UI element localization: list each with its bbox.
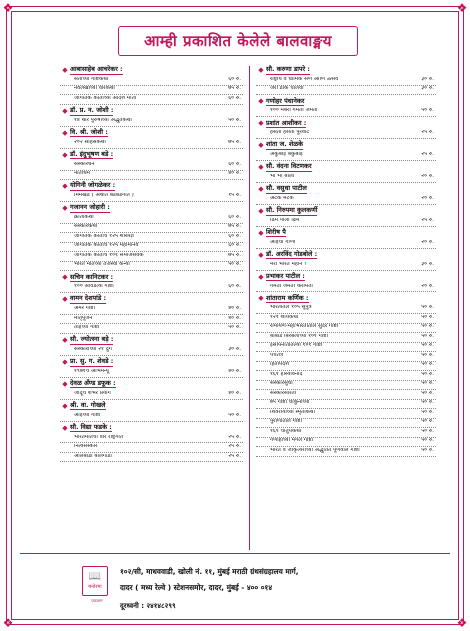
diamond-bullet-icon: ◆ — [258, 250, 264, 259]
book-price: ४० रु. — [228, 315, 241, 321]
author-heading — [256, 141, 436, 150]
corner-ornament-icon: ❖ — [2, 616, 14, 630]
diamond-bullet-icon: ◆ — [62, 295, 68, 304]
author-name: सौ. वसुधा पाटील — [266, 184, 307, 193]
book-price: ३० रु. — [228, 346, 241, 352]
book-price: ६० रु. — [228, 77, 241, 82]
author-section — [256, 294, 436, 456]
book-row — [60, 96, 243, 105]
book-row — [256, 284, 436, 293]
author-heading — [256, 229, 436, 238]
book-row — [256, 372, 436, 381]
author-heading — [256, 163, 436, 172]
book-row — [256, 343, 436, 352]
book-row — [60, 284, 243, 293]
author-section — [60, 402, 243, 422]
author-heading — [60, 380, 243, 389]
book-price: ५० रु. — [228, 262, 241, 268]
book-title: २०२ साहसकथा — [74, 139, 106, 145]
book-title: पंचतंत्र — [270, 352, 284, 358]
book-row — [60, 454, 243, 463]
book-title: संस्कारांच्या २१ दुर्ग — [74, 346, 112, 352]
author-heading — [60, 295, 243, 304]
author-section — [60, 66, 243, 105]
book-title: रामायण-महाभारतातील सुंदर गोष्टी — [270, 324, 339, 330]
book-price: २५ रु. — [421, 217, 434, 223]
book-title: गमती जमती करामती — [270, 283, 313, 289]
book-price: ६० रु. — [228, 214, 241, 220]
book-row — [256, 419, 436, 428]
author-heading — [60, 336, 243, 345]
book-row — [256, 86, 436, 95]
book-title: राष्ट्रीय व धार्मिक सण आणि उत्सव — [270, 77, 339, 82]
corner-ornament-icon: ❖ — [456, 616, 468, 630]
author-section — [256, 207, 436, 227]
book-price: ५० रु. — [421, 447, 434, 453]
book-title: १६१ चातुर्यकथा — [270, 428, 302, 434]
book-price: ५० रु. — [421, 333, 434, 339]
author-heading — [256, 66, 436, 75]
book-row — [60, 413, 243, 422]
book-price: ७५ रु. — [228, 139, 241, 145]
book-price: २५ रु. — [421, 130, 434, 136]
author-name: शिरीष पै — [266, 228, 286, 237]
diamond-bullet-icon: ◆ — [258, 163, 264, 172]
book-price: ६० रु. — [228, 161, 241, 167]
book-title: मातृपूजन — [74, 315, 93, 321]
book-row — [256, 400, 436, 409]
book-row — [256, 315, 436, 324]
book-title: ढिम पोली ढिम — [270, 217, 300, 223]
book-row — [60, 306, 243, 315]
book-title: जादूचे शंभर प्रयोग — [74, 390, 111, 396]
book-price: २५ रु. — [421, 152, 434, 158]
book-price: ५० रु. — [228, 325, 241, 331]
right-column — [256, 66, 436, 459]
book-price: ५० रु. — [421, 390, 434, 396]
diamond-bullet-icon: ◆ — [258, 66, 264, 74]
book-row — [60, 215, 243, 224]
diamond-bullet-icon: ◆ — [62, 106, 68, 115]
left-column — [60, 66, 250, 550]
author-section — [256, 141, 436, 161]
author-name: डॉ. इंदुभूषण बडे : — [70, 149, 114, 158]
book-title: बाबाड बिरबलाच्या १०१ गोष्टी — [270, 333, 328, 339]
book-row — [60, 347, 243, 356]
author-heading — [60, 424, 243, 433]
author-name: आबासाहेब आचरेकर : — [70, 65, 123, 74]
author-section — [60, 336, 243, 356]
book-price: ६० रु. — [228, 95, 241, 101]
author-section — [256, 163, 436, 183]
book-price: २५ रु. — [228, 453, 241, 459]
book-title: अमर गोष्टी — [74, 306, 95, 312]
diamond-bullet-icon: ◆ — [62, 357, 68, 366]
diamond-bullet-icon: ◆ — [62, 203, 68, 212]
book-row — [60, 262, 243, 271]
book-row — [256, 130, 436, 139]
book-price: ५० रु. — [421, 352, 434, 358]
book-price: १५ रु. — [228, 193, 241, 199]
book-price: २० रु. — [421, 174, 434, 180]
corner-ornament-icon: ❖ — [456, 1, 468, 15]
author-name: सौ. विद्या फडके : — [70, 422, 112, 431]
book-row — [60, 316, 243, 325]
book-title: नवलखांच्या वीरकथा — [74, 86, 115, 92]
book-title: जागतिक कीर्तीचे १२५ महामानव — [74, 243, 139, 249]
book-price: ५० रु. — [421, 314, 434, 320]
book-row — [256, 334, 436, 343]
author-name: प्रशांत आशीकर : — [266, 118, 307, 127]
author-name: सौ. वंदना विटणकर — [266, 162, 312, 171]
book-title: भारत व जाकृत्यरांच्या अद्भुतित पूर्णवाल गोष्टी — [270, 447, 360, 453]
author-name: शांताराम कर्णिक : — [266, 293, 309, 302]
book-row — [256, 108, 436, 117]
author-heading — [60, 151, 243, 160]
author-heading — [60, 129, 243, 138]
book-title: संस्कारसरिता — [270, 390, 297, 396]
book-price: ३० रु. — [421, 77, 434, 82]
book-price: २५ रु. — [228, 434, 241, 440]
book-price: ५० रु. — [421, 381, 434, 387]
book-price: ३० रु. — [421, 261, 434, 267]
author-heading — [60, 107, 243, 116]
book-icon: 📖 — [88, 571, 102, 582]
book-row — [60, 391, 243, 400]
book-row — [60, 118, 243, 127]
book-title: आईची गाणी — [270, 239, 296, 245]
book-row — [256, 381, 436, 390]
book-row — [60, 140, 243, 149]
book-row — [60, 369, 243, 378]
book-price: ५० रु. — [421, 362, 434, 368]
book-row — [60, 253, 243, 262]
book-row — [60, 77, 243, 86]
book-price: २५ रु. — [228, 444, 241, 450]
book-price: ५० रु. — [421, 371, 434, 377]
book-row — [60, 193, 243, 202]
book-title: आलबाडी बालगाडी — [74, 453, 112, 459]
book-row — [60, 325, 243, 334]
footer-divider — [20, 553, 450, 554]
book-price: ६० रु. — [228, 233, 241, 239]
book-title: संस्कारधन — [74, 161, 95, 167]
diamond-bullet-icon: ◆ — [62, 335, 68, 344]
author-section — [256, 229, 436, 249]
book-price: ३० रु. — [421, 86, 434, 92]
book-title: अकुबाई बकुबाई — [270, 152, 303, 158]
book-price: ५० रु. — [421, 343, 434, 349]
diamond-bullet-icon: ◆ — [62, 128, 68, 137]
book-row — [256, 196, 436, 205]
book-price: ७५ रु. — [228, 86, 241, 92]
diamond-bullet-icon: ◆ — [62, 401, 68, 410]
book-title: १२१ शौर्यकथा — [270, 314, 299, 320]
book-price: २० रु. — [421, 283, 434, 289]
author-name: वि. श्री. जोशी : — [70, 128, 108, 137]
book-title: नीतीधर्म — [74, 171, 90, 177]
author-name: सचिन कानिटकर : — [70, 272, 114, 281]
book-title: हितोपदेश — [270, 362, 290, 368]
book-row — [60, 234, 243, 243]
author-heading — [60, 273, 243, 282]
book-price: ५० रु. — [228, 412, 241, 418]
book-title: जागतिक कीर्तीच्या आदर्श माता — [74, 95, 137, 101]
book-row — [256, 391, 436, 400]
author-heading — [60, 358, 243, 367]
book-row — [256, 324, 436, 333]
book-price: ४० रु. — [228, 306, 241, 312]
book-title: क्रांतीकथा — [74, 214, 94, 220]
book-price: ५० रु. — [421, 324, 434, 330]
author-name: प्रा. सु. ग. शेवडे : — [70, 357, 114, 366]
author-name: वामन देशपांडे : — [70, 294, 107, 303]
book-price: ५० रु. — [421, 108, 434, 114]
author-name: सौ. करुणा डापरे : — [266, 65, 310, 74]
address-line-1: १०२/सी, माधववाडी, खोली नं. ११, मुंबई मराठी ग्रंथसंग्रहालय मार्ग, — [120, 567, 299, 576]
book-title: संस्कारकथा — [74, 224, 98, 230]
diamond-bullet-icon: ◆ — [258, 294, 264, 303]
author-name: योगिनी जोगळेकर : — [70, 181, 116, 190]
author-section — [60, 129, 243, 149]
book-price: ५० रु. — [421, 419, 434, 425]
author-heading — [256, 251, 436, 260]
author-name: गजानन जोहारी : — [70, 203, 110, 212]
author-name: सौ. ज्योत्स्ना बड़े : — [70, 335, 114, 344]
page-title — [118, 26, 358, 56]
book-row — [256, 429, 436, 438]
corner-ornament-icon: ❖ — [2, 1, 14, 15]
book-row — [60, 162, 243, 171]
book-title: आईच्या गोष्टी — [74, 412, 101, 418]
book-title: ताईच्या गोष्टी — [74, 325, 100, 331]
author-name: गणोहर पंधानेकर — [266, 96, 305, 105]
book-title: १६१ हास्यविनोद — [270, 371, 303, 377]
book-row — [256, 77, 436, 86]
author-section — [60, 182, 243, 202]
book-title: १४ थोर पुरुषांच्या अद्भुतकथा — [74, 117, 132, 123]
book-price: ७५ रु. — [228, 252, 241, 258]
book-row — [60, 444, 243, 453]
book-row — [256, 362, 436, 371]
book-title: भो भो बोला — [270, 174, 295, 180]
book-title: संतांच्या गोष्टकथा — [74, 77, 109, 82]
author-name: देवळ अँण्ड डफूक : — [70, 379, 116, 388]
book-title: हसता हसता पुरेवाट — [270, 130, 310, 136]
author-heading — [60, 182, 243, 191]
author-section — [60, 424, 243, 463]
book-title: जागतिक कीर्तीचे १०१ समाजसेवक — [74, 252, 144, 258]
book-price: ५० रु. — [421, 400, 434, 406]
book-price: ५० रु. — [421, 438, 434, 444]
page-title-text: आम्ही प्रकाशित केलेले बालवाङ्मय — [144, 32, 332, 50]
book-price: ५० रु. — [228, 117, 241, 123]
author-section — [60, 204, 243, 271]
diamond-bullet-icon: ◆ — [258, 206, 264, 215]
author-heading — [256, 185, 436, 194]
author-heading — [256, 97, 436, 106]
book-row — [60, 224, 243, 233]
author-name: श्री. वा. गोखले — [70, 400, 106, 409]
author-heading — [256, 294, 436, 303]
book-title: संस्कारसुधा — [270, 381, 293, 387]
author-heading — [256, 207, 436, 216]
book-row — [256, 353, 436, 362]
book-price: ७५ रु. — [228, 224, 241, 230]
author-section — [256, 97, 436, 117]
book-title: १०० मेंबरी गमती जमती — [270, 108, 318, 114]
logo-subtitle: प्रकाशन — [91, 598, 103, 603]
diamond-bullet-icon: ◆ — [258, 141, 264, 150]
diamond-bullet-icon: ◆ — [258, 272, 264, 281]
diamond-bullet-icon: ◆ — [62, 379, 68, 388]
book-title: भारत मातेच्या तेजस्वी कन्या — [74, 262, 130, 268]
author-heading — [60, 66, 243, 75]
diamond-bullet-icon: ◆ — [62, 182, 68, 191]
book-row — [256, 174, 436, 183]
book-price: ४० रु. — [228, 171, 241, 177]
author-section — [60, 380, 243, 400]
diamond-bullet-icon: ◆ — [258, 97, 264, 106]
author-section — [256, 119, 436, 139]
author-section — [256, 185, 436, 205]
book-title: भारतमातेची वीर राष्ट्रगीते — [74, 434, 124, 440]
book-price: ५० रु. — [421, 409, 434, 415]
author-name: डॉ. प्र. न. जोशी : — [70, 106, 114, 115]
author-section — [60, 295, 243, 334]
book-price: ६० रु. — [228, 284, 241, 290]
author-section — [60, 358, 243, 378]
book-price: ६० रु. — [228, 243, 241, 249]
book-row — [60, 171, 243, 180]
book-title: मिमखडे ( अर्थात बडबडगीते ) — [74, 193, 134, 199]
book-price: ४० रु. — [228, 368, 241, 374]
diamond-bullet-icon: ◆ — [62, 273, 68, 282]
logo-name: मनोरमा — [88, 584, 102, 590]
diamond-bullet-icon: ◆ — [62, 66, 68, 74]
book-title: १०० आवडत्या गोष्टी — [74, 284, 114, 290]
book-row — [256, 438, 436, 447]
publisher-logo — [82, 566, 108, 596]
author-section — [256, 251, 436, 271]
book-title: मेरा भारत महान ! — [270, 261, 307, 267]
book-price: ५० रु. — [421, 305, 434, 311]
author-section — [60, 107, 243, 127]
author-heading — [60, 402, 243, 411]
phone-number: दूरध्वनी : २४१४८२९९ — [120, 602, 176, 610]
book-price: ५० रु. — [421, 428, 434, 434]
book-price: २० रु. — [421, 239, 434, 245]
book-title: जरा डोके चालवा — [270, 86, 304, 92]
book-row — [60, 243, 243, 252]
diamond-bullet-icon: ◆ — [258, 228, 264, 237]
book-row — [256, 218, 436, 227]
book-title: भारतातले १०५ सुपुत्र — [270, 305, 312, 311]
diamond-bullet-icon: ◆ — [258, 184, 264, 193]
book-price: २० रु. — [421, 195, 434, 201]
book-row — [256, 240, 436, 249]
book-title: इसापनीतीतल्या १०१ गोष्टी — [270, 343, 323, 349]
book-title: गणोहाच्या मंगल गोष्टी — [270, 438, 314, 444]
author-heading — [256, 119, 436, 128]
address-line-2: दादर ( मध्य रेल्वे ) स्टेशनसमोर, दादर, मुंबई - ४०० ०१४ — [120, 583, 273, 592]
author-section — [256, 66, 436, 95]
author-heading — [256, 273, 436, 282]
author-section — [256, 273, 436, 293]
book-row — [256, 410, 436, 419]
book-row — [60, 86, 243, 95]
book-row — [256, 305, 436, 314]
book-row — [256, 152, 436, 161]
book-title: नित्यसंस्कार — [74, 444, 98, 450]
author-section — [60, 151, 243, 180]
diamond-bullet-icon: ◆ — [258, 119, 264, 128]
author-name: सौ. निरुपमा कुलकर्णी — [266, 206, 318, 215]
book-title: पुराणातील गोष्टी — [270, 419, 302, 425]
diamond-bullet-icon: ◆ — [62, 423, 68, 432]
book-row — [60, 435, 243, 444]
book-price: ४० रु. — [228, 390, 241, 396]
book-row — [256, 448, 436, 457]
book-title: १९७१चे अभिमन्यू — [74, 368, 109, 374]
author-name: प्रभाकर पाटील : — [266, 271, 305, 280]
book-title: ७५ गोष्टी चोकुनाच्या — [270, 400, 310, 406]
author-name: शांता ज. शेळके — [266, 140, 304, 149]
book-title: जागतिक कीर्तीचे १२५ शास्त्रज्ञ — [74, 233, 134, 239]
author-section — [60, 273, 243, 293]
author-name: डॉ. अरविंद गोडबोले : — [266, 249, 318, 258]
book-title: शिवरायांच्या स्मृतीकथा — [270, 409, 315, 415]
book-title: अटक मटक — [270, 195, 294, 201]
diamond-bullet-icon: ◆ — [62, 150, 68, 159]
author-heading — [60, 204, 243, 213]
book-row — [256, 262, 436, 271]
